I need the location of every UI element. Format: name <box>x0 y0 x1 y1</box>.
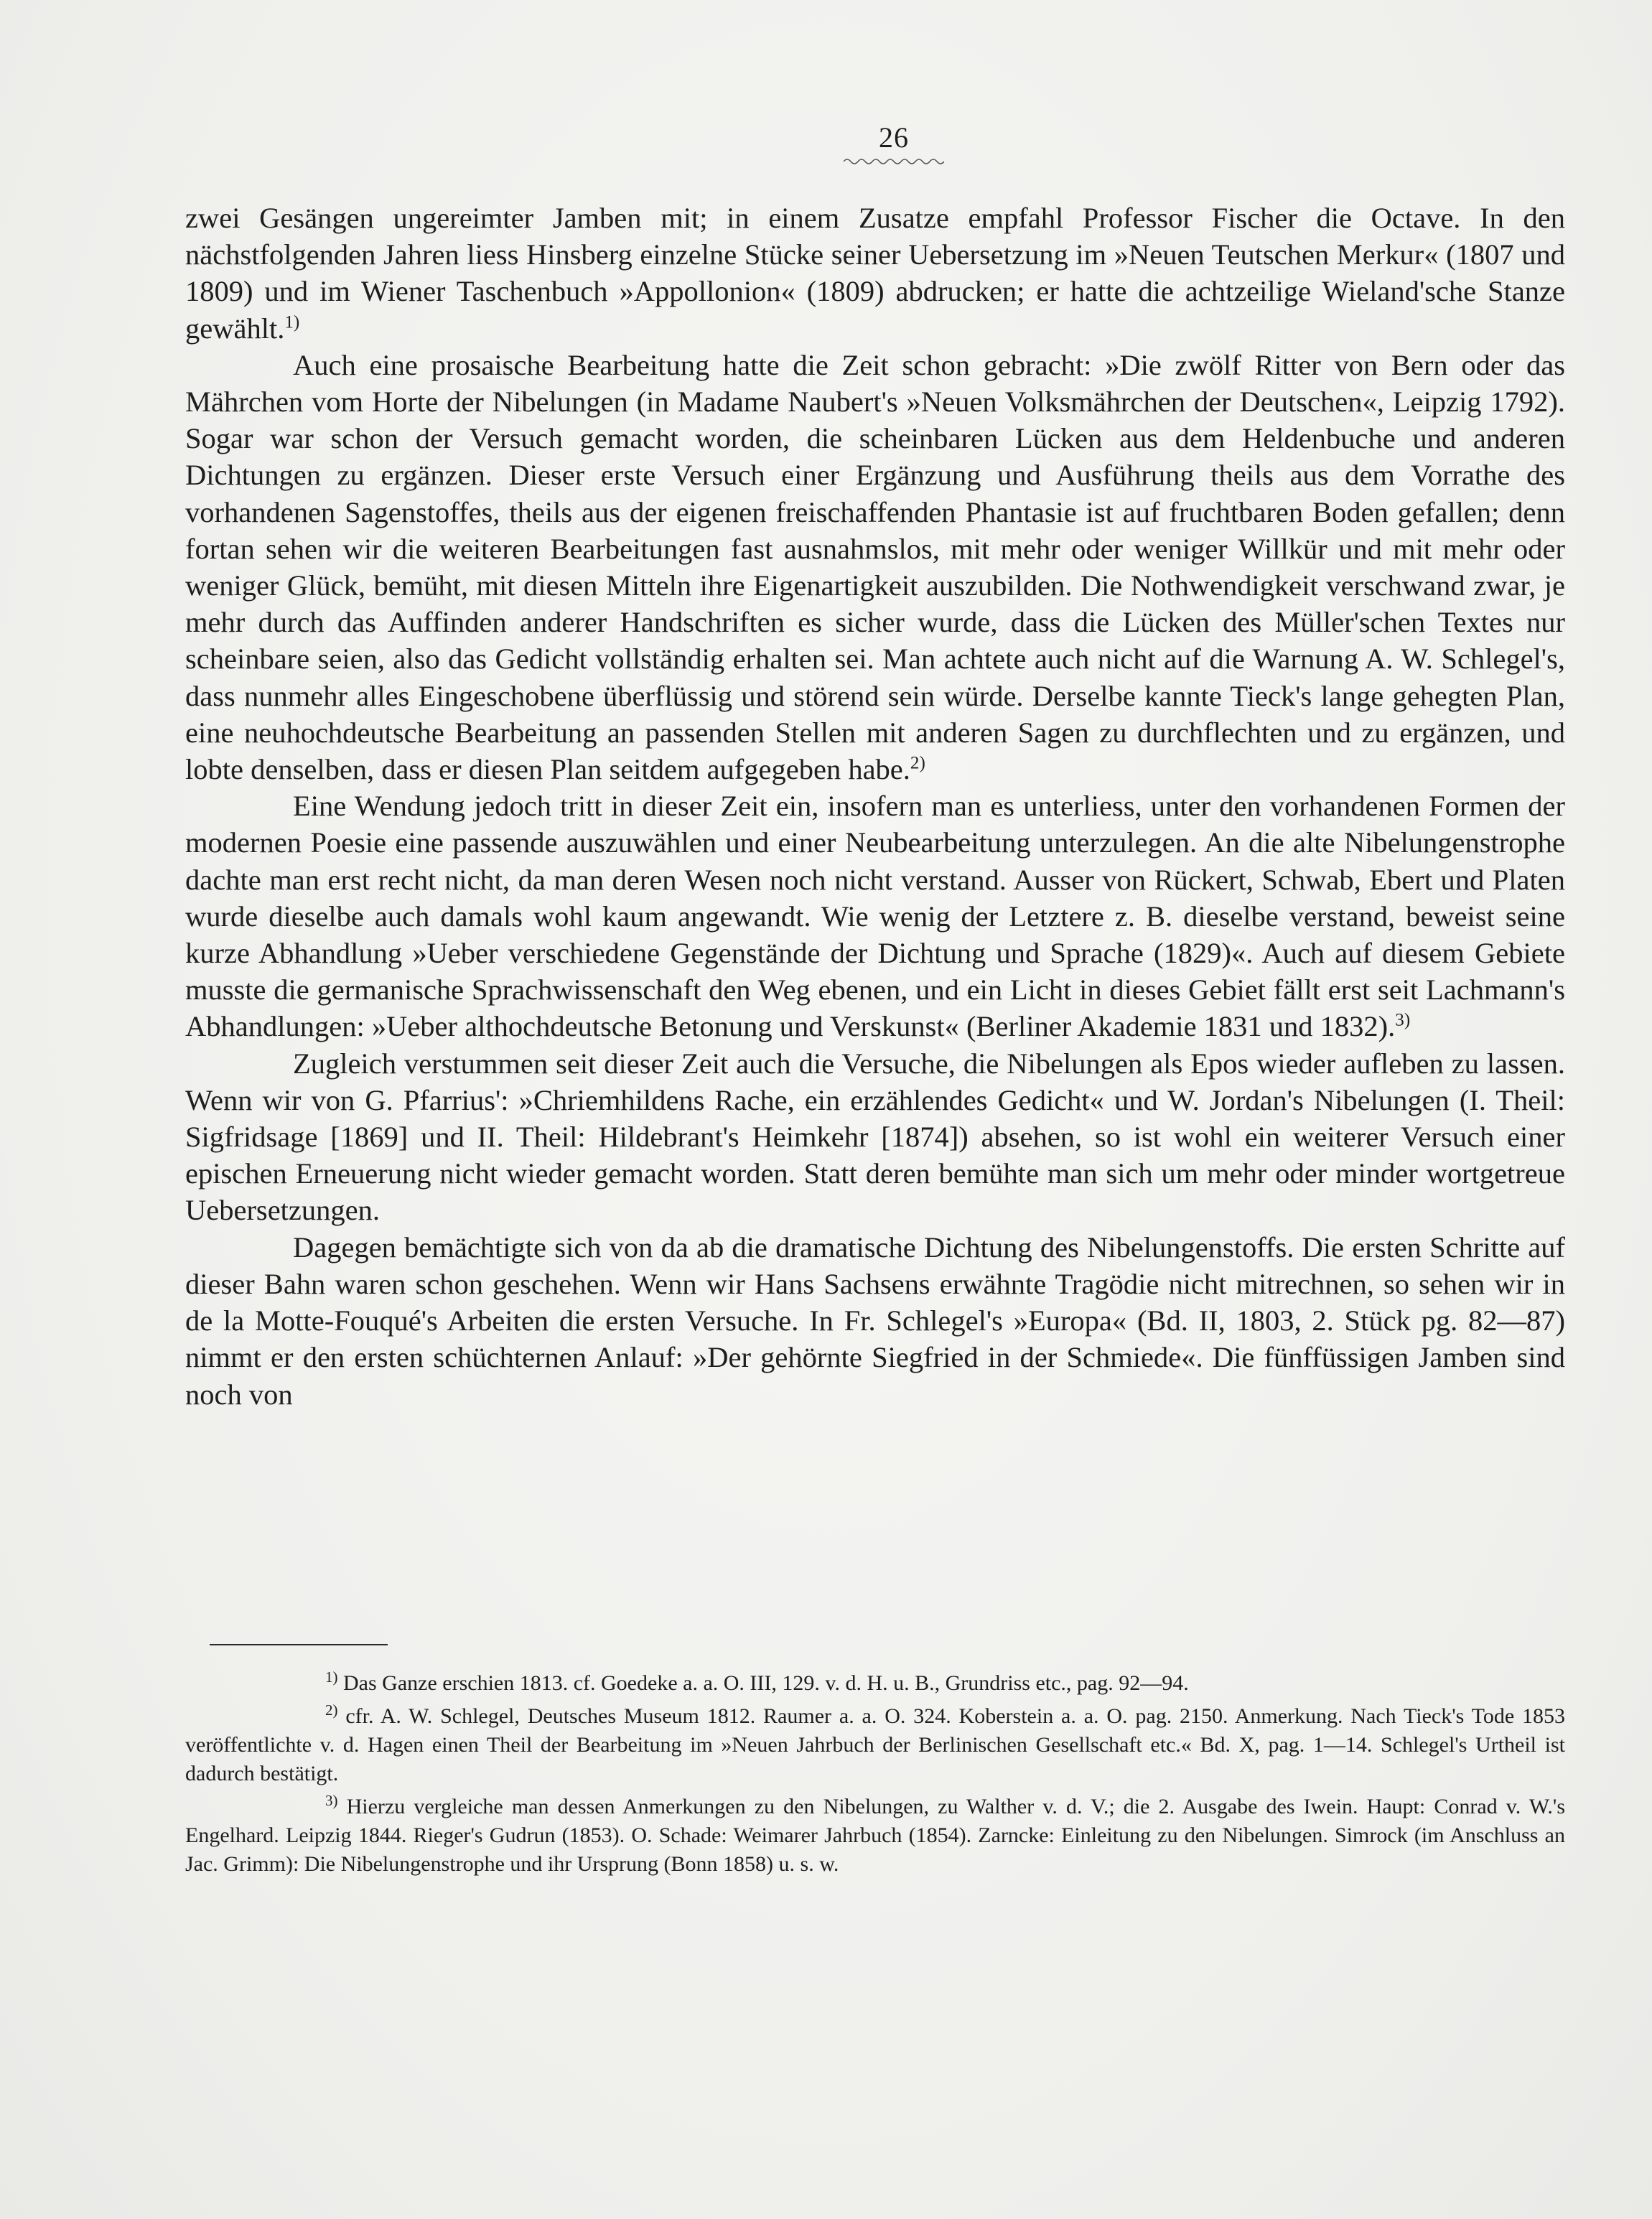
footnote-1 <box>185 1669 1565 1698</box>
footnote-2 <box>185 1702 1565 1788</box>
footnote-1-mark: 1) <box>325 1668 338 1686</box>
footnote-2-text: cfr. A. W. Schlegel, Deutsches Museum 1812. Raumer a. a. O. 324. Koberstein a. a. O. pag. 2150. Anmerkung. Nach Tieck's Tode 1853 veröffentlichte v. d. Hagen einen Theil der Bearbeitung im »Neuen Jahrbuch der Berlinischen Gesellschaft etc.« Bd. X, pag. 1—14. Schlegel's Urtheil ist dadurch bestätigt. <box>185 1704 1566 1785</box>
footnote-3 <box>185 1793 1565 1879</box>
paragraph-2 <box>185 347 1565 788</box>
footnote-ref-3: 3) <box>1395 1010 1411 1030</box>
paragraph-4-text: Zugleich verstummen seit dieser Zeit auch die Versuche, die Nibelungen als Epos wieder aufleben zu lassen. Wenn wir von G. Pfarrius': »Chriemhildens Rache, ein erzählendes Gedicht« und W. Jordan's Nibelungen (I. Theil: Sigfridsage [1869] und II. Theil: Hildebrant's Heimkehr [1874]) absehen, so ist wohl ein weiterer Versuch einer epischen Erneuerung nicht wieder gemacht worden. Statt deren bemühte man sich um mehr oder minder wortgetreue Uebersetzungen. <box>185 1047 1565 1227</box>
paragraph-5-text: Dagegen bemächtigte sich von da ab die dramatische Dichtung des Nibelungenstoffs. Die ersten Schritte auf dieser Bahn waren schon geschehen. Wenn wir Hans Sachsens erwähnte Tragödie nicht mitrechnen, so sehen wir in de la Motte-Fouqué's Arbeiten die ersten Versuche. In Fr. Schlegel's »Europa« (Bd. II, 1803, 2. Stück pg. 82—87) nimmt er den ersten schüchternen Anlauf: »Der gehörnte Siegfried in der Schmiede«. Die fünffüssigen Jamben sind noch von <box>185 1230 1565 1411</box>
page-number-ornament <box>844 157 944 167</box>
footnotes <box>185 1669 1565 1883</box>
paragraph-1-text: zwei Gesängen ungereimter Jamben mit; in einem Zusatze empfahl Professor Fischer die Octave. In den nächstfolgenden Jahren liess Hinsberg einzelne Stücke seiner Uebersetzung im »Neuen Teutschen Merkur« (1807 und 1809) und im Wiener Taschenbuch »Appollonion« (1809) abdrucken; er hatte die achtzeilige Wieland'sche Stanze gewählt. <box>185 202 1565 345</box>
paragraph-5 <box>185 1229 1565 1413</box>
main-text <box>185 200 1565 1413</box>
paragraph-2-text: Auch eine prosaische Bearbeitung hatte die Zeit schon gebracht: »Die zwölf Ritter von Bern oder das Mährchen vom Horte der Nibelungen (in Madame Naubert's »Neuen Volksmährchen der Deutschen«, Leipzig 1792). Sogar war schon der Versuch gemacht worden, die scheinbaren Lücken aus dem Heldenbuche und anderen Dichtungen zu ergänzen. Dieser erste Versuch einer Ergänzung und Ausführung theils aus dem Vorrathe des vorhandenen Sagenstoffes, theils aus der eigenen freischaffenden Phantasie ist auf fruchtbaren Boden gefallen; denn fortan sehen wir die weiteren Bearbeitungen fast ausnahmslos, mit mehr oder weniger Willkür und mit mehr oder weniger Glück, bemüht, mit diesen Mitteln ihre Eigenartigkeit auszubilden. Die Nothwendigkeit verschwand zwar, je mehr durch das Auffinden anderer Handschriften es sicher wurde, dass die Lücken des Müller'schen Textes nur scheinbare seien, also das Gedicht vollständig erhalten sei. Man achtete auch nicht auf die Warnung A. W. Schlegel's, dass nunmehr alles Eingeschobene überflüssig und störend sein würde. Derselbe kannte Tieck's lange gehegten Plan, eine neuhochdeutsche Bearbeitung an passenden Stellen mit anderen Sagen zu durchflechten und zu ergänzen, und lobte denselben, dass er diesen Plan seitdem aufgegeben habe. <box>185 348 1565 786</box>
paragraph-3-text: Eine Wendung jedoch tritt in dieser Zeit ein, insofern man es unterliess, unter den vorhandenen Formen der modernen Poesie eine passende auszuwählen und einer Neubearbeitung unterzulegen. An die alte Nibelungenstrophe dachte man erst recht nicht, da man deren Wesen noch nicht verstand. Ausser von Rückert, Schwab, Ebert und Platen wurde dieselbe auch damals wohl kaum angewandt. Wie wenig der Letztere z. B. dieselbe verstand, beweist seine kurze Abhandlung »Ueber verschiedene Gegenstände der Dichtung und Sprache (1829)«. Auch auf diesem Gebiete musste die germanische Sprachwissenschaft den Weg ebenen, und ein Licht in dieses Gebiet fällt erst seit Lachmann's Abhandlungen: »Ueber althochdeutsche Betonung und Verskunst« (Berliner Akademie 1831 und 1832). <box>185 790 1565 1043</box>
footnote-1-text: Das Ganze erschien 1813. cf. Goedeke a. a. O. III, 129. v. d. H. u. B., Grundriss etc., pag. 92—94. <box>343 1671 1189 1695</box>
paragraph-3 <box>185 788 1565 1045</box>
footnote-ref-1: 1) <box>284 312 300 332</box>
footnote-ref-2: 2) <box>910 753 925 773</box>
footnote-divider <box>210 1644 388 1645</box>
footnote-3-mark: 3) <box>325 1792 338 1809</box>
paragraph-1 <box>185 200 1565 347</box>
paragraph-4 <box>185 1045 1565 1229</box>
footnote-3-text: Hierzu vergleiche man dessen Anmerkungen zu den Nibelungen, zu Walther v. d. V.; die 2. Ausgabe des Iwein. Haupt: Conrad v. W.'s Engelhard. Leipzig 1844. Rieger's Gudrun (1853). O. Schade: Weimarer Jahrbuch (1854). Zarncke: Einleitung zu den Nibelungen. Simrock (im Anschluss an Jac. Grimm): Die Nibelungenstrophe und ihr Ursprung (Bonn 1858) u. s. w. <box>185 1795 1565 1876</box>
footnote-2-mark: 2) <box>325 1701 338 1719</box>
page-number: 26 <box>879 121 909 154</box>
